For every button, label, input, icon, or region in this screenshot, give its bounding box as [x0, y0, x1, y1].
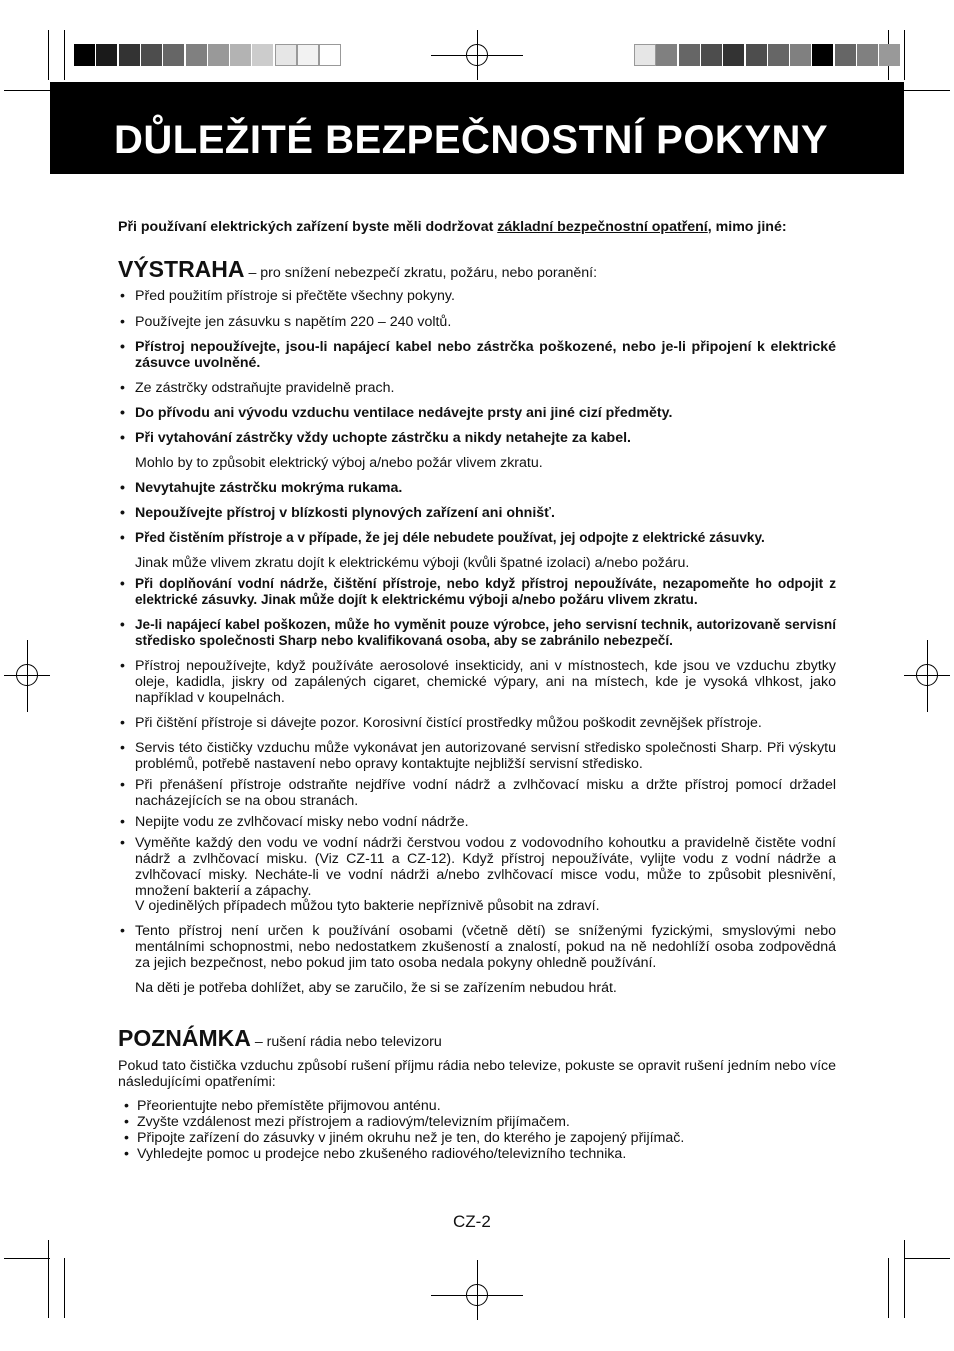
warning-item [118, 898, 836, 914]
bullet-icon: • [120, 740, 125, 756]
warning-item-text: Před použitím přístroje si přečtěte všechny pokyny. [135, 288, 455, 304]
warning-item [118, 339, 836, 371]
warning-item [118, 835, 836, 899]
note-item-text: Přeorientujte nebo přemístěte přijmovou anténu. [137, 1098, 441, 1114]
crop-mark [64, 1258, 65, 1318]
crop-mark [904, 90, 950, 91]
color-swatch [297, 44, 319, 66]
color-swatch [252, 44, 274, 66]
color-swatch [679, 44, 701, 66]
color-swatch [186, 44, 208, 66]
warning-item [118, 658, 836, 706]
bullet-icon: • [120, 288, 125, 304]
note-item [118, 1146, 836, 1162]
color-swatch [96, 44, 118, 66]
warning-item [118, 923, 836, 971]
color-swatch [857, 44, 879, 66]
page-title: DŮLEŽITÉ BEZPEČNOSTNÍ POKYNY [114, 118, 829, 162]
bullet-icon: • [120, 430, 125, 446]
warning-item [118, 288, 836, 304]
bullet-icon: • [120, 814, 125, 830]
bullet-icon: • [120, 314, 125, 330]
crop-mark [904, 1258, 950, 1259]
bullet-icon: • [124, 1098, 129, 1114]
warning-item-text: Servis této čističky vzduchu může vykonávat jen autorizované servisní středisko společnosti Sharp. Při výskytu problémů, potřebě nastavení nebo opravy kontaktujte nejbližší servisní středisko. [135, 740, 836, 772]
note-item-text: Připojte zařízení do zásuvky v jiném okruhu než je ten, do kterého je zapojený přijímač. [137, 1130, 685, 1146]
note-paragraph: Pokud tato čistička vzduchu způsobí rušení příjmu rádia nebo televize, pokuste se opravit rušení jedním nebo více následujícími opatřeními: [118, 1058, 836, 1090]
color-swatch [812, 44, 834, 66]
bullet-icon: • [120, 617, 125, 632]
warning-item [118, 480, 836, 496]
bullet-icon: • [120, 530, 125, 545]
warning-item [118, 814, 836, 830]
warning-item-text: Při vytahování zástrčky vždy uchopte zástrčku a nikdy netahejte za kabel. [135, 430, 631, 446]
warning-item-text: Na děti je potřeba dohlížet, aby se zaručilo, že si se zařízením nebudou hrát. [135, 980, 617, 996]
warning-item [118, 314, 836, 330]
warning-item-text: Přístroj nepoužívejte, když používáte aerosolové insekticidy, ani v místnostech, kde jsou ve vzduchu zbytky oleje, kadidla, jiskry od zapálených cigaret, chemické výpary, ani na místech, kde je vysoká vlhkost, jako například v koupelnách. [135, 658, 836, 706]
bullet-icon: • [120, 339, 125, 355]
bullet-icon: • [120, 576, 125, 591]
bullet-icon: • [120, 777, 125, 793]
bullet-icon: • [124, 1130, 129, 1146]
warning-item-text: Vyměňte každý den vodu ve vodní nádrži čerstvou vodou z vodovodního kohoutku a pravidelně čistěte vodní nádrž a zvlhčovací misku. (Viz CZ-11 a CZ-12). Když přístroj nepoužíváte, vylijte vodu z vodní nádrže a zvlhčovací misky. Necháte-li ve vodní nádrži a/nebo zvlhčovací misce vodu, může to způsobit plesnivění, množení bakterií a zápachy. [135, 835, 836, 899]
warning-item-text: Tento přístroj není určen k používání osobami (včetně dětí) se sníženými fyzickými, smyslovými nebo mentálními schopnostmi, nebo nedostatkem zkušeností a znalostí, pokud na ně nedohlíží osoba zodpovědná za jejich bezpečnost, nebo pokud jim tato osoba nedala pokyny ohledně používání. [135, 923, 836, 971]
bullet-icon: • [120, 405, 125, 421]
warning-subtitle: – pro snížení nebezpečí zkratu, požáru, nebo poranění: [244, 265, 598, 281]
warning-item-text: Je-li napájecí kabel poškozen, může ho vyměnit pouze výrobce, jeho servisní technik, autorizovaně servisní středisko společnosti Sharp nebo kvalifikovaná osoba, aby se zabránilo nebezpečí. [135, 617, 836, 648]
note-subtitle: – rušení rádia nebo televizoru [250, 1034, 442, 1050]
color-swatch [835, 44, 857, 66]
bullet-icon: • [120, 923, 125, 939]
warning-item [118, 777, 836, 809]
note-item-text: Vyhledejte pomoc u prodejce nebo zkušeného radiového/televizního technika. [137, 1146, 627, 1162]
color-swatch [319, 44, 341, 66]
color-swatch [790, 44, 812, 66]
warning-item [118, 530, 836, 546]
crop-mark [904, 1240, 905, 1318]
warning-item [118, 617, 836, 649]
warning-item-text: Mohlo by to způsobit elektrický výboj a/nebo požár vlivem zkratu. [135, 455, 543, 471]
warning-item-text: Ze zástrčky odstraňujte pravidelně prach. [135, 380, 395, 396]
warning-item-text: Přístroj nepoužívejte, jsou-li napájecí kabel nebo zástrčka poškozené, nebo je-li připojení k elektrické zásuvce uvolněné. [135, 339, 836, 371]
color-swatch [723, 44, 745, 66]
crop-mark [904, 30, 905, 80]
warning-item-text: Nevytahujte zástrčku mokrýma rukama. [135, 480, 403, 496]
color-swatch [119, 44, 141, 66]
warning-item-text: Před čistěním přístroje a v případe, že jej déle nebudete používat, jej odpojte z elektrické zásuvky. [135, 530, 765, 545]
warning-item-text: Do přívodu ani vývodu vzduchu ventilace nedávejte prsty ani jiné cizí předměty. [135, 405, 673, 421]
bullet-icon: • [120, 715, 125, 731]
warning-item-text: Nepijte vodu ze zvlhčovací misky nebo vodní nádrže. [135, 814, 469, 830]
warning-item-text: V ojedinělých případech můžou tyto bakterie nepříznivě působit na zdraví. [135, 898, 600, 914]
warning-item [118, 430, 836, 446]
note-item-text: Zvyšte vzdálenost mezi přístrojem a radiovým/televizním přijímačem. [137, 1114, 570, 1130]
bullet-icon: • [120, 658, 125, 674]
note-item [118, 1130, 836, 1146]
crop-mark [888, 1258, 889, 1318]
intro-underlined: základní bezpečnostní opatření [497, 219, 708, 235]
warning-item [118, 555, 836, 571]
bullet-icon: • [120, 480, 125, 496]
warning-heading: VÝSTRAHA – pro snížení nebezpečí zkratu, požáru, nebo poranění: [118, 256, 598, 282]
warning-item [118, 980, 836, 996]
color-swatch [74, 44, 96, 66]
color-swatch [634, 44, 656, 66]
title-band [50, 82, 904, 174]
color-swatch [879, 44, 901, 66]
crop-mark [64, 30, 65, 80]
warning-item [118, 576, 836, 608]
warning-item [118, 715, 836, 731]
warning-item-text: Nepoužívejte přístroj v blízkosti plynových zařízení ani ohnišť. [135, 505, 555, 521]
intro-text: Při používaní elektrických zařízení byste měli dodržovat základní bezpečnostní opatření, mimo jiné: [118, 219, 787, 235]
crop-mark [48, 1240, 49, 1318]
color-swatch [701, 44, 723, 66]
bullet-icon: • [120, 505, 125, 521]
color-swatch [141, 44, 163, 66]
note-item [118, 1098, 836, 1114]
warning-item-text: Při přenášení přístroje odstraňte nejdříve vodní nádrž a zvlhčovací misku a držte přístroj pomocí držadel nacházejících se na obou stranách. [135, 777, 836, 809]
warning-item-text: Používejte jen zásuvku s napětím 220 – 240 voltů. [135, 314, 452, 330]
color-swatch [208, 44, 230, 66]
bullet-icon: • [120, 835, 125, 851]
warning-item [118, 405, 836, 421]
color-swatch [163, 44, 185, 66]
crop-mark [4, 90, 50, 91]
crop-mark [48, 30, 49, 80]
color-swatch [746, 44, 768, 66]
warning-item-text: Při doplňování vodní nádrže, čištění přístroje, nebo když přístroj nepoužíváte, nezapomeňte ho odpojit z elektrické zásuvky. Jinak může dojít k elektrickému výboji a/nebo požáru vlivem zkratu. [135, 576, 836, 607]
warning-item [118, 380, 836, 396]
bullet-icon: • [120, 380, 125, 396]
warning-item [118, 740, 836, 772]
warning-item [118, 505, 836, 521]
page-number: CZ-2 [453, 1212, 491, 1231]
bullet-icon: • [124, 1146, 129, 1162]
note-item [118, 1114, 836, 1130]
color-swatch [230, 44, 252, 66]
color-swatch [275, 44, 297, 66]
bullet-icon: • [124, 1114, 129, 1130]
color-swatch [768, 44, 790, 66]
warning-item [118, 455, 836, 471]
color-swatch [656, 44, 678, 66]
warning-item-text: Při čištění přístroje si dávejte pozor. Korosivní čistící prostředky můžou poškodit zevnějšek přístroje. [135, 715, 762, 731]
note-heading: POZNÁMKA – rušení rádia nebo televizoru [118, 1025, 442, 1051]
crop-mark [4, 1258, 50, 1259]
warning-item-text: Jinak může vlivem zkratu dojít k elektrickému výboji (kvůli špatné izolaci) a/nebo požáru. [135, 555, 690, 571]
